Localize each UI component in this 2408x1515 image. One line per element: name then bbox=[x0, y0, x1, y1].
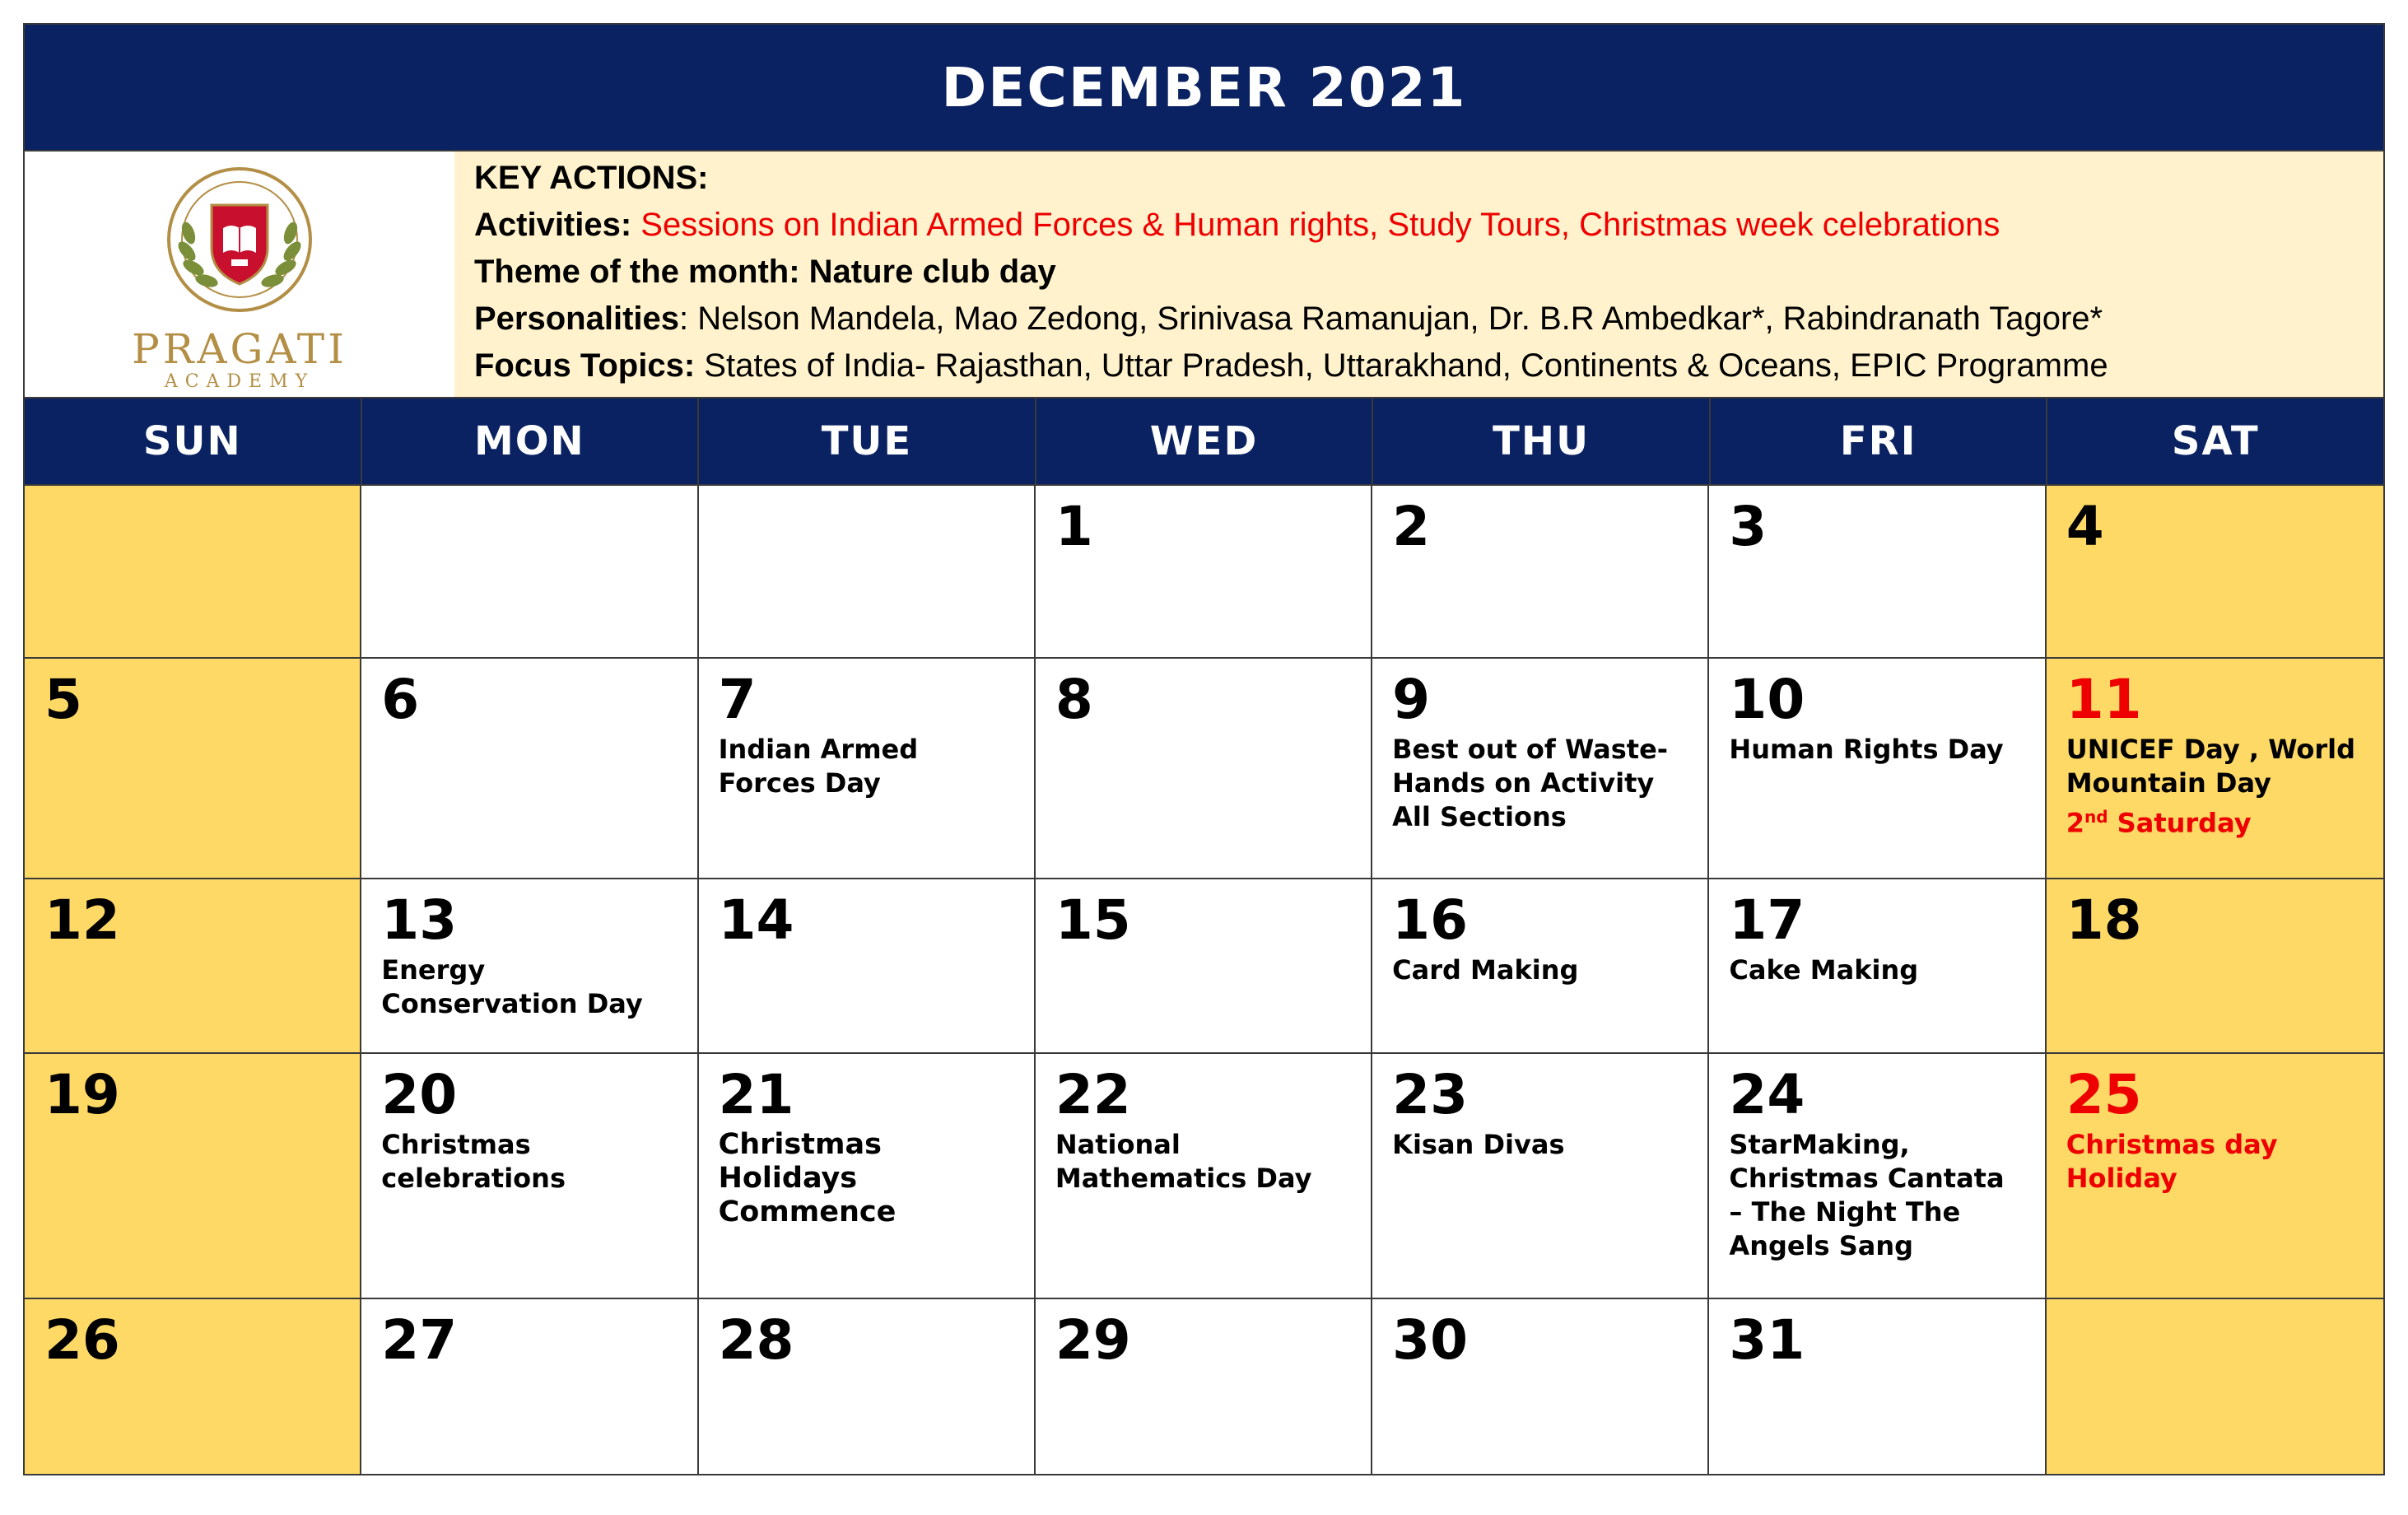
event-text: Christmas celebrations bbox=[381, 1129, 566, 1194]
event-label bbox=[1392, 1128, 1688, 1162]
event-label bbox=[1392, 733, 1688, 834]
day-cell bbox=[1036, 1299, 1372, 1474]
day-number: 13 bbox=[381, 888, 458, 952]
day-cell bbox=[2047, 1299, 2383, 1474]
day-cell bbox=[361, 1299, 698, 1474]
day-cell bbox=[699, 879, 1036, 1054]
day-cell bbox=[1372, 1299, 1709, 1474]
day-number: 17 bbox=[1729, 888, 1805, 952]
weekday-tue: TUE bbox=[699, 399, 1036, 484]
event-text: Kisan Divas bbox=[1392, 1129, 1565, 1160]
day-cell bbox=[25, 1054, 361, 1299]
event-text: Energy Conservation Day bbox=[381, 954, 643, 1019]
day-number: 8 bbox=[1055, 668, 1093, 731]
day-cell bbox=[1036, 486, 1372, 659]
event-label bbox=[1392, 953, 1688, 987]
event-text: Card Making bbox=[1392, 954, 1579, 986]
logo-subtitle: ACADEMY bbox=[164, 371, 315, 392]
event-text: Human Rights Day bbox=[1729, 734, 2004, 765]
event-label bbox=[1729, 1128, 2024, 1263]
calendar bbox=[23, 23, 2385, 1475]
day-cell bbox=[361, 659, 698, 879]
day-number: 23 bbox=[1392, 1063, 1468, 1126]
day-number: 9 bbox=[1392, 668, 1431, 731]
theme-text: Nature club day bbox=[808, 254, 1056, 290]
event-text-tail: Saturday bbox=[2108, 807, 2252, 839]
day-number: 18 bbox=[2066, 888, 2142, 952]
day-number: 5 bbox=[44, 668, 82, 731]
logo-name: PRAGATI bbox=[132, 324, 347, 373]
day-cell bbox=[25, 659, 361, 879]
day-cell bbox=[2047, 486, 2383, 659]
event-text: Indian Armed Forces Day bbox=[718, 734, 919, 799]
event-text: Christmas Holidays Commence bbox=[718, 1128, 897, 1228]
event-text: Cake Making bbox=[1729, 954, 1919, 986]
event-label bbox=[381, 1128, 677, 1196]
day-cell bbox=[361, 1054, 698, 1299]
day-number: 20 bbox=[381, 1063, 458, 1126]
event-text: Christmas day Holiday bbox=[2066, 1129, 2278, 1194]
activities-text: Sessions on Indian Armed Forces & Human rights, Study Tours, Christmas week celebrations bbox=[640, 207, 2000, 243]
day-cell bbox=[1709, 879, 2046, 1054]
key-actions bbox=[454, 152, 2383, 397]
activities-line bbox=[474, 202, 2383, 249]
weekday-sun: SUN bbox=[25, 399, 362, 484]
theme-line bbox=[474, 249, 2383, 296]
event-label bbox=[719, 1128, 1014, 1229]
day-number: 19 bbox=[44, 1063, 120, 1126]
day-number: 14 bbox=[718, 888, 794, 952]
day-cell bbox=[25, 486, 361, 659]
day-number: 24 bbox=[1729, 1063, 1805, 1126]
day-number: 11 bbox=[2066, 668, 2142, 731]
day-number: 10 bbox=[1729, 668, 1805, 731]
info-row bbox=[25, 152, 2383, 399]
day-number: 16 bbox=[1392, 888, 1468, 952]
day-cell bbox=[1036, 879, 1372, 1054]
day-number: 31 bbox=[1729, 1308, 1805, 1372]
focus-label: Focus Topics: bbox=[474, 347, 696, 384]
day-cell bbox=[1709, 1054, 2046, 1299]
day-number: 28 bbox=[718, 1308, 794, 1372]
day-number: 25 bbox=[2066, 1063, 2142, 1126]
event-text: StarMaking, Christmas Cantata – The Night The Angels Sang bbox=[1729, 1129, 2005, 1261]
day-cell bbox=[699, 659, 1036, 879]
day-cell bbox=[1036, 1054, 1372, 1299]
day-cell bbox=[25, 879, 361, 1054]
event-label bbox=[381, 953, 677, 1021]
day-cell bbox=[2047, 879, 2383, 1054]
event-label bbox=[1055, 1128, 1351, 1196]
school-logo bbox=[25, 152, 454, 397]
day-number: 7 bbox=[718, 668, 757, 731]
day-cell bbox=[1372, 659, 1709, 879]
day-cell bbox=[2047, 659, 2383, 879]
event-label bbox=[2066, 733, 2364, 800]
weekday-fri: FRI bbox=[1711, 399, 2048, 484]
event-ordinal-suffix: nd bbox=[2084, 807, 2108, 827]
day-cell bbox=[1372, 486, 1709, 659]
theme-label: Theme of the month: bbox=[474, 254, 800, 290]
day-cell bbox=[25, 1299, 361, 1474]
day-number: 2 bbox=[1392, 495, 1431, 558]
day-cell bbox=[1372, 879, 1709, 1054]
weekday-header bbox=[25, 399, 2383, 486]
day-number: 22 bbox=[1055, 1063, 1131, 1126]
day-cell bbox=[699, 1299, 1036, 1474]
day-number: 30 bbox=[1392, 1308, 1468, 1372]
focus-text: States of India- Rajasthan, Uttar Pradesh, Uttarakhand, Continents & Oceans, EPIC Programme bbox=[704, 347, 2108, 384]
day-cell bbox=[1372, 1054, 1709, 1299]
day-cell bbox=[1036, 659, 1372, 879]
day-cell bbox=[1709, 1299, 2046, 1474]
day-cell bbox=[361, 486, 698, 659]
day-number: 26 bbox=[44, 1308, 120, 1372]
day-number: 15 bbox=[1055, 888, 1131, 952]
day-cell bbox=[699, 486, 1036, 659]
day-number: 21 bbox=[718, 1063, 794, 1126]
personalities-line bbox=[474, 296, 2383, 343]
event-label bbox=[2066, 800, 2364, 841]
event-text: National Mathematics Day bbox=[1055, 1129, 1312, 1194]
weekday-mon: MON bbox=[362, 399, 700, 484]
day-cell bbox=[361, 879, 698, 1054]
calendar-grid bbox=[25, 486, 2383, 1474]
weekday-wed: WED bbox=[1036, 399, 1374, 484]
day-number: 27 bbox=[381, 1308, 458, 1372]
activities-label: Activities: bbox=[474, 207, 632, 243]
event-text: UNICEF Day , World Mountain Day bbox=[2066, 734, 2355, 799]
crest-icon bbox=[141, 157, 338, 322]
day-number: 3 bbox=[1729, 495, 1768, 558]
calendar-title: DECEMBER 2021 bbox=[25, 25, 2383, 152]
day-number: 6 bbox=[381, 668, 420, 731]
event-label bbox=[1729, 733, 2024, 767]
weekday-sat: SAT bbox=[2171, 418, 2260, 464]
day-number: 29 bbox=[1055, 1308, 1131, 1372]
event-label bbox=[1729, 953, 2024, 987]
day-cell bbox=[699, 1054, 1036, 1299]
focus-line bbox=[474, 343, 2383, 389]
day-cell bbox=[2047, 1054, 2383, 1299]
event-text: Best out of Waste- Hands on Activity All Sections bbox=[1392, 734, 1669, 832]
day-cell bbox=[1709, 659, 2046, 879]
event-label bbox=[2066, 1128, 2364, 1196]
day-number: 12 bbox=[44, 888, 120, 952]
day-cell bbox=[1709, 486, 2046, 659]
event-label bbox=[719, 733, 1014, 800]
key-actions-heading: KEY ACTIONS: bbox=[474, 160, 709, 196]
event-text: 2 bbox=[2066, 807, 2084, 839]
personalities-text: : Nelson Mandela, Mao Zedong, Srinivasa Ramanujan, Dr. B.R Ambedkar*, Rabindranath Tagore* bbox=[679, 301, 2103, 337]
weekday-thu: THU bbox=[1373, 399, 1711, 484]
day-number: 1 bbox=[1055, 495, 1093, 558]
day-number: 4 bbox=[2066, 495, 2104, 558]
personalities-label: Personalities bbox=[474, 301, 680, 337]
